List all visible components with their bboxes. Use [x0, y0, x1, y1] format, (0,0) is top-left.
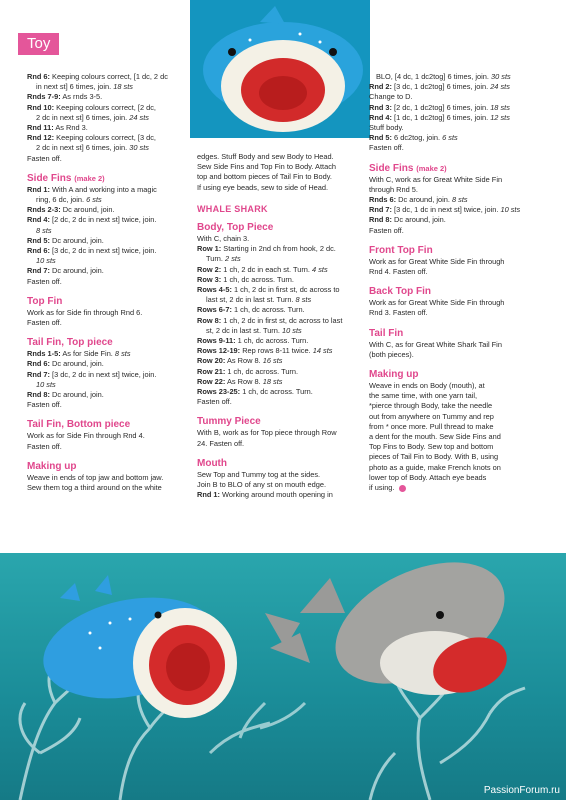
- heading-body-top-piece: Body, Top Piece: [197, 222, 274, 234]
- text-line: With C, as for Great White Shark Tail Fin: [369, 339, 502, 349]
- text-line: Fasten off.: [369, 143, 404, 153]
- text-line: Join B to BLO of any st on mouth edge.: [197, 480, 327, 490]
- text-line: the same time, with one yarn tail,: [369, 391, 478, 401]
- text-line: With B, work as for Top piece through Row: [197, 428, 337, 438]
- text-line: Rnd 8: Dc around, join.: [27, 390, 104, 400]
- text-line: Fasten off.: [27, 318, 62, 328]
- text-line: Rnds 6: Dc around, join. 8 sts: [369, 195, 468, 205]
- text-line: Weave in ends on Body (mouth), at: [369, 381, 485, 391]
- text-line: Rnd 5: Dc around, join.: [27, 235, 104, 245]
- great-white-shark-toy: [265, 553, 524, 708]
- heading-making-up: Making up: [27, 460, 77, 472]
- text-line: a dent for the mouth. Sew Side Fins and: [369, 432, 501, 442]
- text-line: Rows 6-7: 1 ch, dc across. Turn.: [197, 305, 305, 315]
- text-line: 24. Fasten off.: [197, 438, 245, 448]
- heading-front-top-fin: Front Top Fin: [369, 244, 433, 256]
- text-line: 2 dc in next st] 6 times, join. 30 sts: [36, 143, 149, 153]
- text-line: ring, 6 dc, join. 6 sts: [36, 195, 102, 205]
- text-line: Rnds 1-5: As for Side Fin. 8 sts: [27, 349, 131, 359]
- line: Rnd 6: Keeping colours correct, [1 dc, 2 dc: [27, 72, 168, 81]
- text-line: out from anywhere on Tummy and rep: [369, 411, 494, 421]
- text-line: BLO, [4 dc, 1 dc2tog] 6 times, join. 30 sts: [376, 72, 511, 81]
- text-line: Rnd 8: Dc around, join.: [369, 215, 446, 225]
- heading-whale-shark: WHALE SHARK: [197, 203, 268, 214]
- section-tag: Toy: [18, 33, 59, 55]
- column-1: [27, 72, 189, 493]
- text-line: Row 2: 1 ch, 2 dc in each st. Turn. 4 sts: [197, 264, 328, 274]
- text-line: Rnd 11: As Rnd 3.: [27, 123, 88, 133]
- text-line: 10 sts: [36, 256, 56, 266]
- text-line: Rows 9-11: 1 ch, dc across. Turn.: [197, 336, 309, 346]
- coral-right: [370, 678, 525, 800]
- text-line: Work as for Great White Side Fin through: [369, 298, 505, 308]
- text-line: With C, work as for Great White Side Fin: [369, 174, 503, 184]
- text-line: photo as a guide, make French knots on: [369, 462, 501, 472]
- text-line: Rnd 1: Working around mouth opening in: [197, 490, 333, 500]
- text-line: last st, 2 dc in last st. Turn. 8 sts: [206, 295, 312, 305]
- text-line: Sew Side Fins and Top Fin to Body. Attach: [197, 162, 336, 172]
- text-line: Work as for Side Fin through Rnd 4.: [27, 431, 145, 441]
- text-line: Rows 12-19: Rep rows 8-11 twice. 14 sts: [197, 346, 333, 356]
- text-line: Sew Top and Tummy tog at the sides.: [197, 469, 321, 479]
- sharks-photo: [0, 553, 566, 800]
- text-line: Row 20: As Row 8. 16 sts: [197, 356, 283, 366]
- text-line: Weave in ends of top jaw and bottom jaw.: [27, 472, 164, 482]
- text-line: Rnd 4. Fasten off.: [369, 267, 428, 277]
- text-line: in next st] 6 times, join. 18 sts: [36, 82, 133, 92]
- text-line: Rows 23-25: 1 ch, dc across. Turn.: [197, 387, 313, 397]
- text-line: Fasten off.: [27, 276, 62, 286]
- text-line: edges. Stuff Body and sew Body to Head.: [197, 152, 334, 161]
- text-line: (both pieces).: [369, 349, 414, 359]
- text-line: Rnd 10: Keeping colours correct, [2 dc,: [27, 102, 156, 112]
- heading-side-fins-2: Side Fins (make 2): [369, 162, 447, 174]
- text-line: lower top of Body. Attach eye beads: [369, 472, 487, 482]
- text-line: 10 sts: [36, 379, 56, 389]
- text-line: *pierce through Body, take the needle: [369, 401, 493, 411]
- text-line: Fasten off.: [27, 441, 62, 451]
- text-line: Stuff body.: [369, 123, 404, 133]
- text-line: Row 3: 1 ch, dc across. Turn.: [197, 274, 294, 284]
- text-line: Rnds 2-3: Dc around, join.: [27, 205, 115, 215]
- column-2: [197, 152, 362, 500]
- text-line: With C, chain 3.: [197, 234, 250, 244]
- heading-back-top-fin: Back Top Fin: [369, 286, 432, 298]
- end-mark-icon: [399, 485, 406, 492]
- heading-tail-fin-bottom: Tail Fin, Bottom piece: [27, 419, 131, 431]
- text-line: Rnd 1: With A and working into a magic: [27, 184, 157, 194]
- whale-shark-toy: [34, 575, 237, 718]
- whale-shark-top-photo: [190, 0, 370, 138]
- text-line: top and bottom pieces of Tail Fin to Body.: [197, 172, 332, 182]
- text-line: Rnd 4: [2 dc, 2 dc in next st] twice, join.: [27, 215, 157, 225]
- text-line: Fasten off.: [27, 400, 62, 410]
- text-line: Work as for Side fin through Rnd 6.: [27, 307, 143, 317]
- text-line: Rnd 12: Keeping colours correct, [3 dc,: [27, 133, 156, 143]
- coral-middle: [210, 703, 305, 753]
- text-line: st, 2 dc in last st. Turn. 10 sts: [206, 325, 302, 335]
- text-line: Fasten off.: [369, 225, 404, 235]
- whale-shark-head-illustration: [190, 0, 370, 138]
- heading-top-fin: Top Fin: [27, 295, 63, 307]
- text-line: Fasten off.: [197, 397, 232, 407]
- text-line: 2 dc in next st] 6 times, join. 24 sts: [36, 112, 149, 122]
- text-line: Rnd 4: [1 dc, 1 dc2tog] 6 times, join. 12 sts: [369, 112, 510, 122]
- column-3: [369, 72, 544, 493]
- text-line: Rnd 7: Dc around, join.: [27, 266, 104, 276]
- sharks-illustration: [0, 553, 566, 800]
- text-line: Row 8: 1 ch, 2 dc in first st, dc across to last: [197, 315, 343, 325]
- text-line: Row 22: As Row 8. 18 sts: [197, 376, 283, 386]
- heading-tail-fin-top: Tail Fin, Top piece: [27, 337, 113, 349]
- text-line: Sew them tog a third around on the white: [27, 483, 162, 493]
- text-line: pieces of Tail Fin to Body. With B, using: [369, 452, 499, 462]
- heading-tail-fin: Tail Fin: [369, 327, 404, 339]
- heading-side-fins: Side Fins (make 2): [27, 172, 105, 184]
- heading-making-up-2: Making up: [369, 369, 419, 381]
- text-line: Fasten off.: [27, 153, 62, 163]
- text-line: Rnd 7: [3 dc, 1 dc in next st] twice, join. 10 sts: [369, 205, 521, 215]
- text-line: Top Fins to Body. Sew top and bottom: [369, 442, 494, 452]
- heading-mouth: Mouth: [197, 457, 227, 469]
- text-line: Rnds 7-9: As rnds 3-5.: [27, 92, 103, 102]
- text-line: from * once more. Pull thread to make: [369, 421, 494, 431]
- text-line: Rnd 2: [3 dc, 1 dc2tog] 6 times, join. 24 sts: [369, 82, 510, 92]
- text-line: Change to D.: [369, 92, 413, 102]
- text-line: Row 1: Starting in 2nd ch from hook, 2 dc.: [197, 244, 336, 254]
- text-line: Row 21: 1 ch, dc across. Turn.: [197, 366, 299, 376]
- heading-tummy-piece: Tummy Piece: [197, 416, 261, 428]
- text-line: Rnd 6: [3 dc, 2 dc in next st] twice, join.: [27, 246, 157, 256]
- watermark: PassionForum.ru: [483, 785, 560, 796]
- text-line: Rnd 6: Dc around, join.: [27, 359, 104, 369]
- text-line: if using.: [369, 483, 544, 493]
- text-line: Rnd 3. Fasten off.: [369, 308, 428, 318]
- text-line: Rnd 7: [3 dc, 2 dc in next st] twice, join.: [27, 369, 157, 379]
- text-line: Rows 4-5: 1 ch, 2 dc in first st, dc across to: [197, 285, 340, 295]
- text-line: Work as for Great White Side Fin through: [369, 256, 505, 266]
- text-line: through Rnd 5.: [369, 184, 418, 194]
- text-line: Rnd 5: 6 dc2tog, join. 6 sts: [369, 133, 458, 143]
- text-line: 8 sts: [36, 225, 52, 235]
- text-line: Rnd 3: [2 dc, 1 dc2tog] 6 times, join. 18 sts: [369, 102, 510, 112]
- text-line: Turn. 2 sts: [206, 254, 241, 264]
- text-line: If using eye beads, sew to side of Head.: [197, 182, 329, 192]
